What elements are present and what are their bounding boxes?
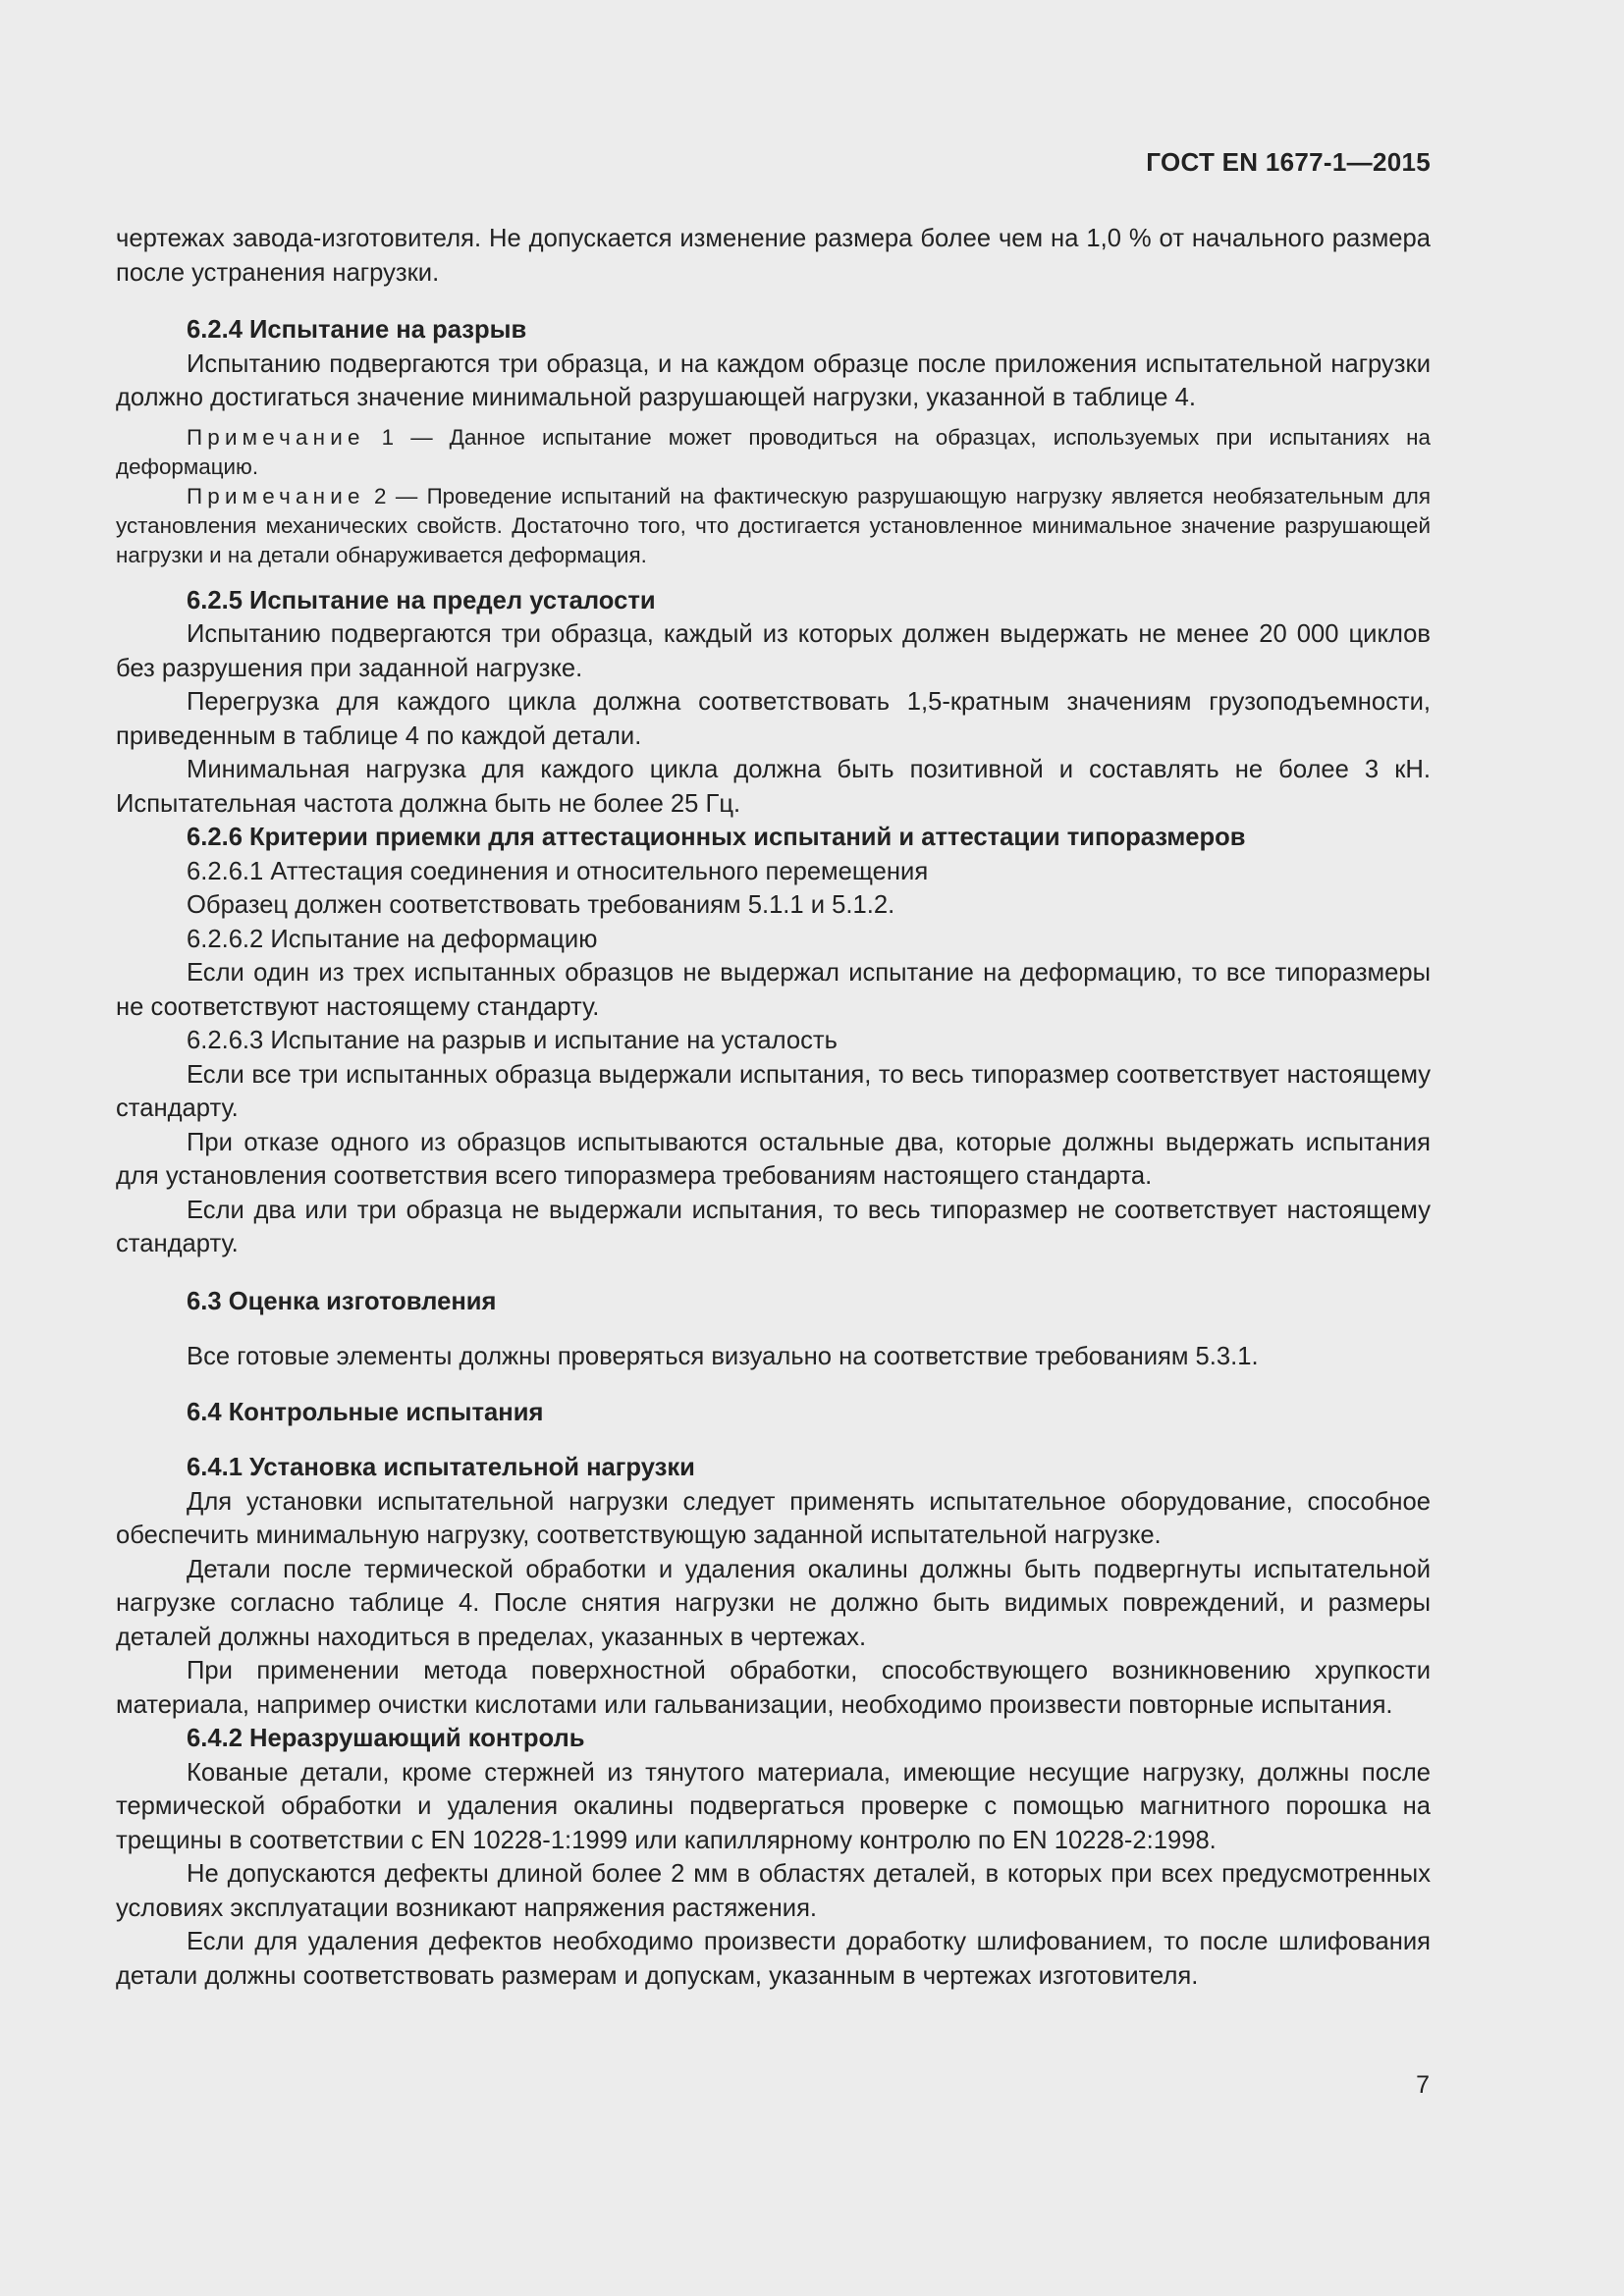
- note-label: Примечание: [187, 483, 365, 508]
- paragraph: При применении метода поверхностной обработки, способствующего возникновению хрупкости материала, например очистки кислотами или гальванизации, необходимо произвести повторные испытания.: [116, 1657, 1431, 1719]
- paragraph: Если два или три образца не выдержали испытания, то весь типоразмер не соответствует настоящему стандарту.: [116, 1196, 1431, 1257]
- paragraph: Перегрузка для каждого цикла должна соответствовать 1,5-кратным значениям грузоподъемности, приведенным в таблице 4 по каждой детали.: [116, 688, 1431, 750]
- section-heading-6-2-4: 6.2.4 Испытание на разрыв: [187, 316, 527, 344]
- paragraph: Все готовые элементы должны проверяться визуально на соответствие требованиям 5.3.1.: [187, 1343, 1259, 1370]
- note-text: 1 — Данное испытание может проводиться на образцах, используемых при испытаниях на деформацию.: [116, 424, 1431, 479]
- paragraph: Если один из трех испытанных образцов не выдержал испытание на деформацию, то все типоразмеры не соответствуют настоящему стандарту.: [116, 959, 1431, 1021]
- section-heading-6-4-1: 6.4.1 Установка испытательной нагрузки: [187, 1454, 695, 1481]
- paragraph: При отказе одного из образцов испытываются остальные два, которые должны выдержать испытания для установления соответствия всего типоразмера требованиям настоящего стандарта.: [116, 1128, 1431, 1190]
- section-heading-6-4: 6.4 Контрольные испытания: [187, 1398, 544, 1426]
- continuation-paragraph: чертежах завода-изготовителя. Не допускается изменение размера более чем на 1,0 % от начального размера после устранения нагрузки.: [116, 225, 1431, 287]
- subsection-title: 6.2.6.2 Испытание на деформацию: [187, 925, 598, 953]
- section-heading-6-3: 6.3 Оценка изготовления: [187, 1287, 497, 1315]
- paragraph: Испытанию подвергаются три образца, и на каждом образце после приложения испытательной нагрузки должно достигаться значение минимальной разрушающей нагрузки, указанной в таблице 4.: [116, 349, 1431, 411]
- paragraph: Испытанию подвергаются три образца, каждый из которых должен выдержать не менее 20 000 циклов без разрушения при заданной нагрузке.: [116, 620, 1431, 682]
- page-number: 7: [1416, 2071, 1430, 2099]
- section-heading-6-4-2: 6.4.2 Неразрушающий контроль: [187, 1725, 585, 1752]
- section-heading-6-2-6: 6.2.6 Критерии приемки для аттестационных испытаний и аттестации типоразмеров: [187, 824, 1246, 851]
- paragraph: Если для удаления дефектов необходимо произвести доработку шлифованием, то после шлифования детали должны соответствовать размерам и допускам, указанным в чертежах изготовителя.: [116, 1928, 1431, 1990]
- note-2: [116, 482, 1431, 570]
- page-content: [116, 222, 1431, 1993]
- subsection-title: 6.2.6.3 Испытание на разрыв и испытание на усталость: [187, 1027, 838, 1054]
- note-1: [116, 423, 1431, 482]
- note-label: Примечание: [187, 424, 365, 450]
- paragraph: Детали после термической обработки и удаления окалины должны быть подвергнуты испытательной нагрузке согласно таблице 4. После снятия нагрузки не должно быть видимых повреждений, и размеры деталей должны находиться в пределах, указанных в чертежах.: [116, 1555, 1431, 1651]
- paragraph: Кованые детали, кроме стержней из тянутого материала, имеющие несущие нагрузку, должны после термической обработки и удаления окалины подвергаться проверке с помощью магнитного порошка на трещины в соответствии с EN 10228-1:1999 или капиллярному контролю по EN 10228-2:1998.: [116, 1758, 1431, 1854]
- paragraph: Образец должен соответствовать требованиям 5.1.1 и 5.1.2.: [187, 891, 895, 919]
- paragraph: Для установки испытательной нагрузки следует применять испытательное оборудование, способное обеспечить минимальную нагрузку, соответствующую заданной испытательной нагрузке.: [116, 1487, 1431, 1549]
- section-heading-6-2-5: 6.2.5 Испытание на предел усталости: [187, 586, 656, 614]
- standard-designation: ГОСТ EN 1677-1—2015: [1146, 147, 1431, 177]
- paragraph: Если все три испытанных образца выдержали испытания, то весь типоразмер соответствует настоящему стандарту.: [116, 1060, 1431, 1122]
- subsection-title: 6.2.6.1 Аттестация соединения и относительного перемещения: [187, 857, 929, 885]
- paragraph: Не допускаются дефекты длиной более 2 мм в областях деталей, в которых при всех предусмотренных условиях эксплуатации возникают напряжения растяжения.: [116, 1860, 1431, 1922]
- note-text: 2 — Проведение испытаний на фактическую разрушающую нагрузку является необязательным для установления механических свойств. Достаточно того, что достигается установленное минимальное значение разрушающей нагрузки и на детали обнаруживается деформация.: [116, 483, 1431, 567]
- paragraph: Минимальная нагрузка для каждого цикла должна быть позитивной и составлять не более 3 кН. Испытательная частота должна быть не более 25 Гц.: [116, 756, 1431, 818]
